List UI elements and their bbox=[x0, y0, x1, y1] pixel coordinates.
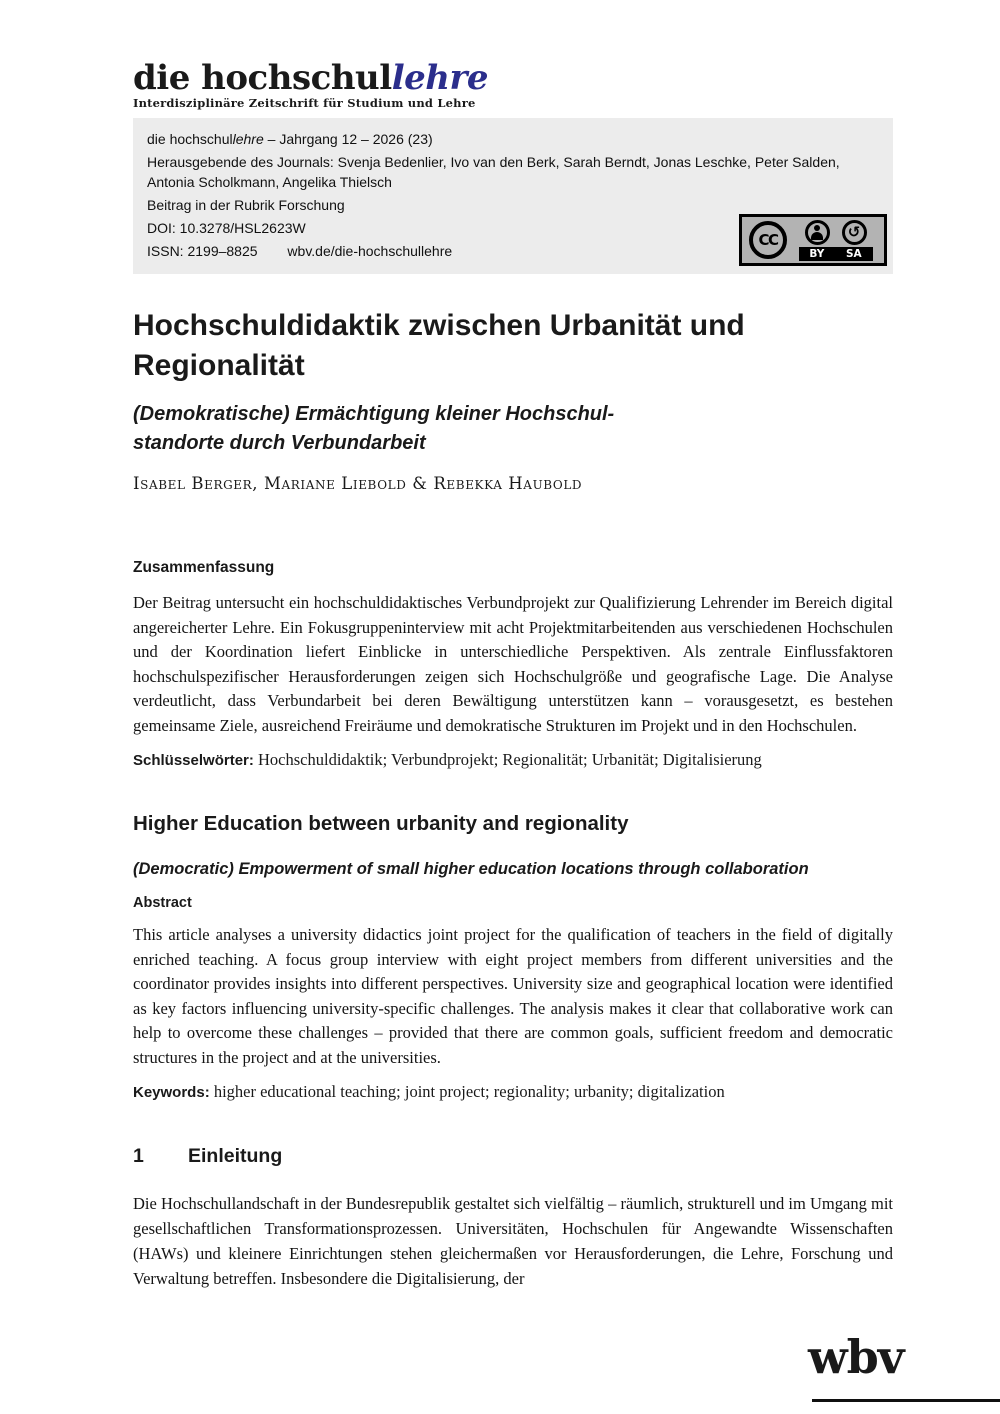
cc-license-badge bbox=[739, 214, 887, 266]
footer-rule bbox=[812, 1399, 1000, 1402]
abstract-de-heading: Zusammenfassung bbox=[133, 559, 275, 576]
abstract-en-text: This article analyses a university didactics joint project for the qualification of teachers in the field of digitally enriched teaching. A focus group interview with eight project members from different universities and the coordinator provides insights into different perspectives. University size and geographical location were identified as key factors influencing university-specific challenges. The analysis makes it clear that collaborative work can help to overcome these challenges – provided that there are common goals, sufficient freedom and democratic structures in the project and at the universities. bbox=[133, 925, 893, 1067]
article-title-line2: Regionalität bbox=[133, 349, 305, 382]
keywords-en bbox=[133, 1080, 893, 1105]
keywords-de bbox=[133, 748, 893, 773]
journal-logo bbox=[133, 60, 893, 110]
journal-issue-line: die hochschullehre – Jahrgang 12 – 2026 (23) bbox=[147, 131, 433, 147]
cc-icon: CC bbox=[749, 221, 787, 259]
keywords-en-label: Keywords: bbox=[133, 1084, 210, 1101]
rubric-line: Beitrag in der Rubrik Forschung bbox=[147, 197, 345, 213]
keywords-de-list: Hochschuldidaktik; Verbundprojekt; Regionalität; Urbanität; Digitalisierung bbox=[253, 750, 762, 769]
abstract-en-heading: Higher Education between urbanity and regionality bbox=[133, 812, 629, 835]
abstract-de-text: Der Beitrag untersucht ein hochschuldidaktisches Verbundprojekt zur Qualifizierung Lehrender im Bereich digital angereicherter Lehre. Ein Fokusgruppeninterview mit acht Projektmitarbeitenden aus verschiedenen Hochschulen und der Koordination liefert Einblicke in unterschiedliche Perspektiven. Als zentrale Einflussfaktoren hochschulspezifischer Herausforderungen zeigen sich Hochschulgröße und geografische Lage. Die Analyse verdeutlicht, dass Verbundarbeit bei deren Bewältigung unterstützen kann – vorausgesetzt, es bestehen gemeinsame Ziele, ausreichend Freiräume und demokratische Strukturen im Projekt und in den Hochschulen. bbox=[133, 593, 893, 735]
section-1-title: Einleitung bbox=[188, 1145, 283, 1167]
article-subtitle bbox=[133, 400, 893, 458]
cc-sa-label: SA bbox=[845, 247, 862, 260]
section-1-heading bbox=[133, 1143, 893, 1169]
cc-by-label: BY bbox=[809, 247, 825, 260]
abstract-en-subtitle: (Democratic) Empowerment of small higher education locations through collaboration bbox=[133, 860, 809, 878]
journal-editors: Herausgebende des Journals: Svenja Bedenlier, Ivo van den Berk, Sarah Berndt, Jonas Leschke, Peter Salden, Antonia Scholkmann, Angelika Thielsch bbox=[147, 154, 840, 190]
section-1-paragraph: Die Hochschullandschaft in der Bundesrepublik gestaltet sich vielfältig – räumlich, strukturell und im Umgang mit gesellschaftlichen Transformationsprozessen. Universitäten, Hochschulen für Angewandte Wissenschaften (HAWs) und kleinere Einrichtungen stehen gleichermaßen vor Herausforderungen, die Lehre, Forschung und Verwaltung betreffen. Insbesondere die Digitalisierung, der bbox=[133, 1194, 893, 1288]
doi-line: DOI: 10.3278/HSL2623W bbox=[147, 220, 306, 236]
journal-logo-wordmark bbox=[133, 60, 893, 96]
publisher-logo: wbv bbox=[808, 1330, 904, 1384]
article-subtitle-line2: standorte durch Verbundarbeit bbox=[133, 432, 426, 454]
cc-by-person-icon bbox=[805, 220, 830, 245]
keywords-en-list: higher educational teaching; joint project; regionality; urbanity; digitalization bbox=[209, 1082, 725, 1101]
journal-header-box bbox=[133, 118, 893, 274]
logo-text-blue: lehre bbox=[391, 58, 488, 98]
keywords-de-label: Schlüsselwörter: bbox=[133, 752, 254, 769]
article-title-line1: Hochschuldidaktik zwischen Urbanität und bbox=[133, 309, 745, 342]
logo-text-black: die hochschul bbox=[133, 58, 392, 98]
abstract-en-label: Abstract bbox=[133, 895, 192, 911]
cc-sa-arrow-icon: ↺ bbox=[842, 220, 867, 245]
article-title bbox=[133, 306, 893, 386]
journal-url: wbv.de/die-hochschullehre bbox=[287, 243, 453, 259]
issn-number: ISSN: 2199–8825 bbox=[147, 243, 258, 259]
section-1-number: 1 bbox=[133, 1145, 144, 1167]
journal-logo-subtitle: Interdisziplinäre Zeitschrift für Studium und Lehre bbox=[133, 96, 476, 110]
article-subtitle-line1: (Demokratische) Ermächtigung kleiner Hochschul- bbox=[133, 403, 615, 425]
article-authors: Isabel Berger, Mariane Liebold & Rebekka Haubold bbox=[133, 474, 583, 493]
